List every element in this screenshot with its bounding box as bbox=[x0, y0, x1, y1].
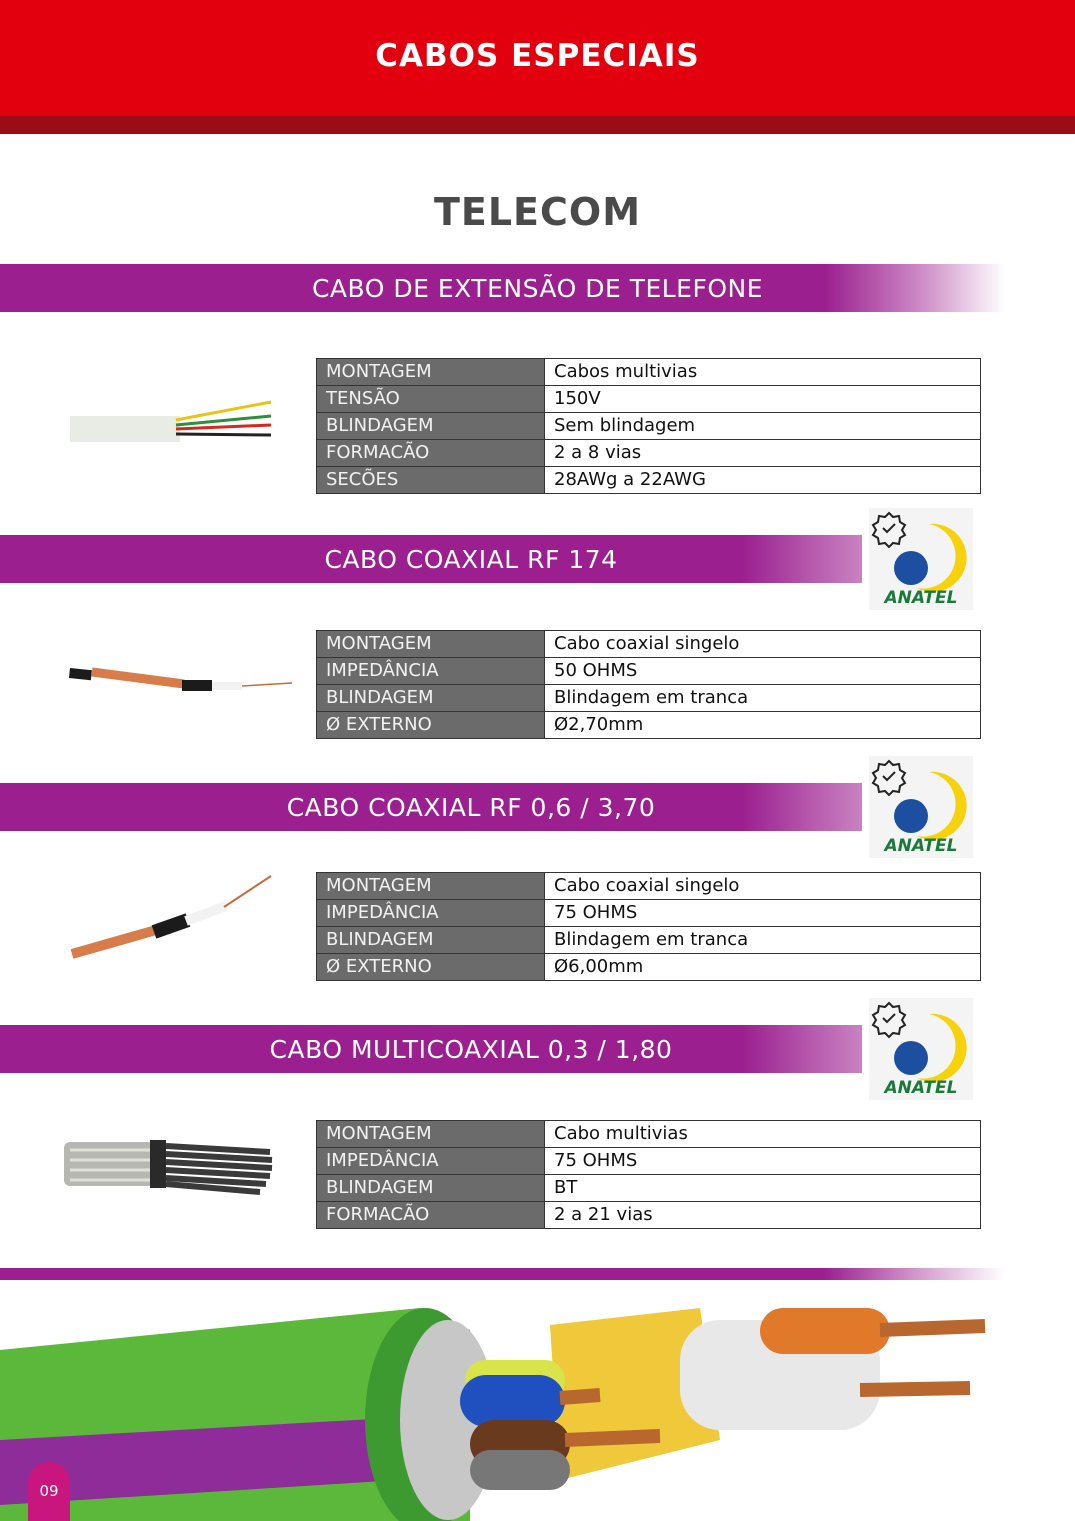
table-row: MONTAGEM Cabo coaxial singelo bbox=[317, 631, 981, 658]
product-title: CABO MULTICOAXIAL 0,3 / 1,80 bbox=[269, 1034, 673, 1064]
cable-cross-section-illustration bbox=[0, 1290, 1075, 1521]
phone-cable-image bbox=[66, 390, 281, 452]
product-title: CABO COAXIAL RF 174 bbox=[324, 544, 618, 574]
coaxial-rf174-image bbox=[66, 660, 296, 700]
spec-table bbox=[316, 872, 981, 981]
anatel-label: ANATEL bbox=[884, 836, 958, 856]
table-row: MONTAGEM Cabo multivias bbox=[317, 1121, 981, 1148]
table-row: Ø EXTERNO Ø2,70mm bbox=[317, 712, 981, 739]
product-title-band bbox=[0, 535, 862, 583]
table-row: IMPEDÂNCIA 75 OHMS bbox=[317, 1148, 981, 1175]
table-row: BLINDAGEM Sem blindagem bbox=[317, 413, 981, 440]
coaxial-rf06-image bbox=[66, 870, 281, 965]
table-row: IMPEDÂNCIA 50 OHMS bbox=[317, 658, 981, 685]
product-title: CABO COAXIAL RF 0,6 / 3,70 bbox=[286, 792, 656, 822]
product-title-band bbox=[0, 1025, 862, 1073]
spec-table bbox=[316, 358, 981, 494]
table-row: TENSÃO 150V bbox=[317, 386, 981, 413]
anatel-label: ANATEL bbox=[884, 1078, 958, 1098]
table-row: MONTAGEM Cabos multivias bbox=[317, 359, 981, 386]
spec-table bbox=[316, 1120, 981, 1229]
table-row: SECÕES 28AWg a 22AWG bbox=[317, 467, 981, 494]
table-row: MONTAGEM Cabo coaxial singelo bbox=[317, 873, 981, 900]
header-shadow bbox=[0, 116, 1075, 134]
product-title-band bbox=[0, 264, 1005, 312]
table-row: FORMACÃO 2 a 8 vias bbox=[317, 440, 981, 467]
table-row: Ø EXTERNO Ø6,00mm bbox=[317, 954, 981, 981]
anatel-badge bbox=[869, 508, 973, 610]
header-title: CABOS ESPECIAIS bbox=[375, 38, 700, 74]
table-row: FORMACÃO 2 a 21 vias bbox=[317, 1202, 981, 1229]
table-row: BLINDAGEM Blindagem em tranca bbox=[317, 927, 981, 954]
anatel-badge bbox=[869, 756, 973, 858]
table-row: BLINDAGEM Blindagem em tranca bbox=[317, 685, 981, 712]
page-number: 09 bbox=[28, 1462, 70, 1521]
product-title: CABO DE EXTENSÃO DE TELEFONE bbox=[311, 273, 764, 303]
page-heading: TELECOM bbox=[433, 190, 642, 234]
table-row: BLINDAGEM BT bbox=[317, 1175, 981, 1202]
table-row: IMPEDÂNCIA 75 OHMS bbox=[317, 900, 981, 927]
product-title-band bbox=[0, 783, 862, 831]
spec-table bbox=[316, 630, 981, 739]
anatel-badge bbox=[869, 998, 973, 1100]
multicoaxial-cable-image bbox=[60, 1132, 280, 1202]
bottom-divider bbox=[0, 1268, 1005, 1280]
anatel-label: ANATEL bbox=[884, 588, 958, 608]
